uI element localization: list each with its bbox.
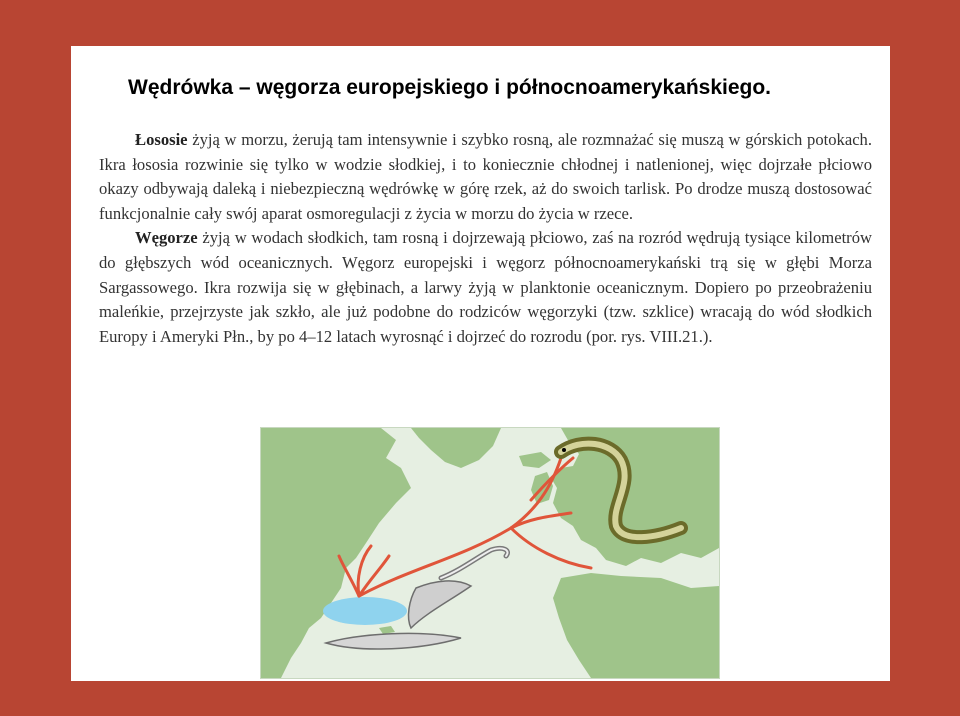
sargasso-spawning-area	[323, 597, 407, 625]
migration-map	[260, 427, 720, 679]
paragraph-salmon	[99, 128, 872, 226]
paragraph-eels-body: żyją w wodach słodkich, tam rosną i dojrzewają płciowo, zaś na rozród wędrują tysiące kilometrów do głębszych wód oceanicznych. Węgorz europejski i węgorz północnoamerykański trą się w głębi Morza Sargassowego. Ikra rozwija się w głębinach, a larwy żyją w planktonie oceanicznym. Dopiero po przeobrażeniu maleńkie, przejrzyste jak szkło, ale już podobne do rodziców węgorzyki (tzw. szklice) wracają do wód słodkich Europy i Ameryki Płn., by po 4–12 latach wyrosnąć i dojrzeć do rozrodu (por. rys. VIII.21.).	[99, 228, 872, 346]
migration-map-svg	[261, 428, 719, 678]
slide	[71, 46, 890, 681]
slide-title: Wędrówka – węgorza europejskiego i północnoamerykańskiego.	[128, 76, 772, 99]
paragraph-salmon-lead: Łososie	[135, 130, 188, 149]
paragraph-salmon-body: żyją w morzu, żerują tam intensywnie i szybko rosną, ale rozmnażać się muszą w górskich potokach. Ikra łososia rozwinie się tylko w wodzie słodkiej, i to koniecznie chłodnej i natlenionej, więc dojrzałe płciowo okazy odbywają daleką i niebezpieczną wędrówkę w górę rzek, aż do swoich tarlisk. Po drodze muszą dostosować funkcjonalnie cały swój aparat osmoregulacji z życia w morzu do życia w rzece.	[99, 130, 872, 223]
paragraph-eels-lead: Węgorze	[135, 228, 198, 248]
paragraph-eels	[99, 226, 872, 349]
scanned-textbook-excerpt	[99, 128, 872, 349]
